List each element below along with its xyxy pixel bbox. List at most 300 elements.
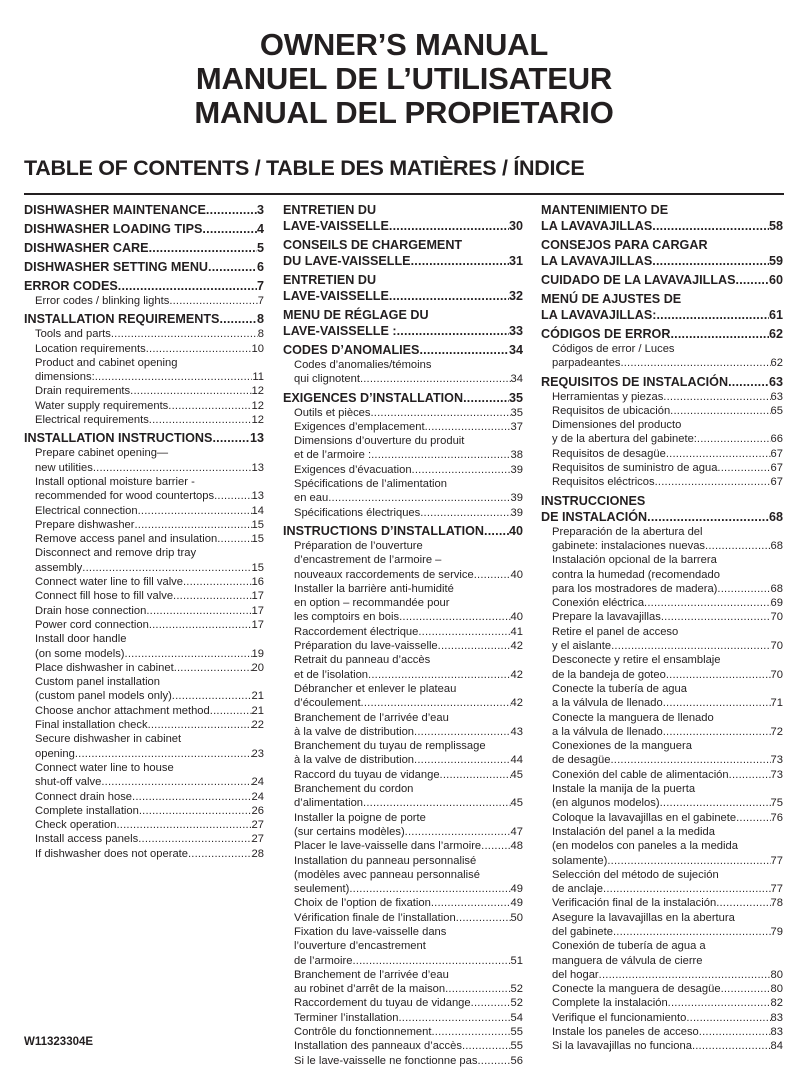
toc-subsection-entry[interactable] [541,1011,783,1025]
dot-leader [93,461,252,475]
toc-subsection-entry[interactable] [24,604,264,618]
entry-title: Selección del método de sujeción [552,868,719,881]
page-number: 80 [770,983,783,996]
toc-subsection-entry[interactable] [24,804,264,818]
toc-subsection-entry[interactable] [541,939,783,982]
page-number: 77 [770,854,783,867]
dot-leader [397,323,509,339]
page-number: 39 [510,492,523,505]
page-number: 34 [508,343,523,357]
dot-leader [370,406,510,420]
toc-subsection-entry[interactable] [283,1039,523,1053]
toc-subsection-entry[interactable] [541,739,783,768]
toc-section-entry[interactable] [541,291,783,323]
toc-subsection-entry[interactable] [541,390,783,404]
entry-title: Exigences d’évacuation [294,463,412,476]
toc-subsection-entry[interactable] [283,1011,523,1025]
toc-subsection-entry[interactable] [283,539,523,582]
dot-leader [352,954,510,968]
page-number: 75 [770,797,783,810]
toc-section-entry[interactable] [24,278,264,294]
entry-title: Códigos de error / Luces [552,343,675,355]
page-number: 38 [510,449,523,462]
entry-title: new utilities [35,461,93,474]
toc-subsection-entry[interactable] [283,911,523,925]
toc-subsection-entry[interactable] [541,525,783,554]
dot-leader [135,518,252,532]
page-number: 31 [508,254,523,268]
page-number: 5 [256,241,264,255]
entry-title: opening [35,747,75,760]
dot-leader [419,342,509,358]
dot-leader [705,539,771,553]
dot-leader [214,489,251,503]
toc-subsection-entry[interactable] [24,446,264,475]
dot-leader [82,561,251,575]
page-number: 68 [770,582,783,595]
page-number: 17 [251,604,264,617]
entry-title: Prepare dishwasher [35,518,135,531]
toc-subsection-entry[interactable] [541,625,783,654]
toc-subsection-entry[interactable] [24,618,264,632]
entry-title: de la bandeja de goteo [552,668,666,681]
entry-title: Conecte la manguera de llenado [552,711,714,724]
entry-title: Location requirements [35,342,146,355]
toc-section-entry[interactable] [541,202,783,234]
toc-subsection-entry[interactable] [283,896,523,910]
toc-subsection-entry[interactable] [541,418,783,447]
toc-subsection-entry[interactable] [24,847,264,861]
toc-subsection-entry[interactable] [24,832,264,846]
entry-title: CUIDADO DE LA LAVAVAJILLAS [541,273,736,287]
toc-section-entry[interactable] [541,493,783,525]
toc-subsection-entry[interactable] [283,768,523,782]
page-number: 13 [249,431,264,446]
entry-title: Codes d’anomalies/témoins [294,359,432,371]
toc-subsection-entry[interactable] [24,589,264,603]
entry-title: Spécifications de l’alimentation [294,478,447,491]
entry-title: à la valve de distribution [294,754,415,767]
toc-subsection-entry[interactable] [283,811,523,840]
entry-title: Débrancher et enlever le plateau [294,682,457,695]
entry-title: Prepare la lavavajillas [552,611,661,624]
toc-subsection-entry[interactable] [283,420,523,434]
page-number: 39 [510,506,523,519]
entry-title: gabinete: instalaciones nuevas [552,539,706,552]
page-number: 14 [251,504,264,517]
dot-leader [666,668,771,682]
entry-title: Coloque la lavavajillas en el gabinete [552,811,737,824]
entry-title: à la valve de distribution [294,725,415,738]
page-number: 78 [770,897,783,910]
dot-leader [599,968,771,982]
toc-subsection-entry[interactable] [541,825,783,868]
page-number: 3 [256,203,264,217]
entry-title: Raccordement électrique [294,625,419,638]
entry-title: del gabinete [552,925,613,938]
toc-subsection-entry[interactable] [541,996,783,1010]
entry-title: Installer la poigne de porte [294,811,426,824]
toc-subsection-entry[interactable] [24,632,264,661]
page-number: 39 [510,463,523,476]
toc-subsection-entry[interactable] [24,413,264,427]
toc-subsection-entry[interactable] [283,582,523,625]
entry-title: recommended for wood countertops [35,490,215,503]
toc-subsection-entry[interactable] [541,768,783,782]
dot-leader [399,610,510,624]
entry-title: CONSEILS DE CHARGEMENT [283,238,463,252]
dot-leader [138,504,252,518]
toc-subsection-entry[interactable] [541,653,783,682]
entry-title: Installation du panneau personnalisé [294,854,477,867]
page-number: 44 [510,754,523,767]
page-number: 48 [510,840,523,853]
toc-section-entry[interactable] [24,202,264,218]
toc-subsection-entry[interactable] [24,546,264,575]
dot-leader [125,647,252,661]
toc-subsection-entry[interactable] [24,761,264,790]
title-french: MANUEL DE L’UTILISATEUR [195,61,613,96]
page-number: 55 [510,1026,523,1039]
page-number: 42 [510,697,523,710]
entry-title: (on some models) [35,647,125,660]
page-number: 79 [770,925,783,938]
toc-subsection-entry[interactable] [283,996,523,1010]
entry-title: Requisitos de desagüe [552,447,666,460]
dot-leader [652,253,769,269]
toc-subsection-entry[interactable] [283,406,523,420]
entry-title: Drain hose connection [35,604,147,617]
dot-leader [138,832,251,846]
entry-title: para los mostradores de madera) [552,582,718,595]
entry-title: CÓDIGOS DE ERROR [541,327,671,341]
toc-column-english [24,202,264,861]
toc-section-entry[interactable] [24,259,264,275]
toc-subsection-entry[interactable] [541,711,783,740]
page-number: 80 [770,968,783,981]
entry-title: Connect drain hose [35,790,133,803]
toc-subsection-entry[interactable] [541,868,783,897]
dot-leader [607,854,770,868]
toc-subsection-entry[interactable] [24,356,264,385]
toc-subsection-entry[interactable] [541,447,783,461]
dot-leader [188,847,252,861]
dot-leader [670,326,769,342]
toc-subsection-entry[interactable] [283,625,523,639]
toc-subsection-entry[interactable] [24,704,264,718]
dot-leader [371,448,510,462]
dot-leader [130,384,251,398]
toc-subsection-entry[interactable] [283,358,523,387]
dot-leader [445,982,510,996]
entry-title: Choix de l’option de fixation [294,897,431,910]
toc-section-entry[interactable] [24,430,264,446]
entry-title: manguera de válvula de cierre [552,954,703,967]
entry-title: LA LAVAVAJILLAS [541,254,653,268]
entry-title: INSTRUCCIONES [541,493,646,508]
entry-title: (sur certains modèles) [294,825,405,838]
entry-title: au robinet d’arrêt de la maison [294,983,446,996]
toc-subsection-entry[interactable] [541,1025,783,1039]
page-number: 62 [770,357,783,370]
toc-section-entry[interactable] [283,202,523,234]
entry-title: Branchement de l’arrivée d’eau [294,711,449,724]
entry-title: Electrical requirements [35,414,149,427]
toc-subsection-entry[interactable] [24,718,264,732]
toc-subsection-entry[interactable] [283,506,523,520]
dot-leader [661,610,771,624]
dot-leader [655,475,771,489]
manual-titles [0,28,808,130]
page-number: 27 [251,833,264,846]
toc-subsection-entry[interactable] [283,1025,523,1039]
entry-title: Si la lavavajillas no funciona [552,1040,692,1053]
toc-subsection-entry[interactable] [283,925,523,968]
entry-title: Raccord du tuyau de vidange [294,768,440,781]
entry-title: Herramientas y piezas [552,390,664,403]
toc-subsection-entry[interactable] [541,911,783,940]
toc-section-entry[interactable] [283,237,523,269]
toc-section-entry[interactable] [283,523,523,539]
page-number: 67 [770,462,783,475]
entry-title: DISHWASHER CARE [24,241,149,255]
entry-title: d’encastrement de l’armoire – [294,554,442,567]
toc-subsection-entry[interactable] [541,982,783,996]
dot-leader [717,582,770,596]
page-number: 13 [251,490,264,503]
page-number: 23 [251,747,264,760]
dot-leader [686,1011,770,1025]
entry-title: Electrical connection [35,504,138,517]
entry-title: dimensions: [35,371,95,384]
entry-title: Exigences d’emplacement [294,420,425,433]
toc-section-entry[interactable] [541,326,783,342]
entry-title: Requisitos eléctricos [552,476,655,489]
dot-leader [652,218,769,234]
page-number: 12 [251,414,264,427]
toc-subsection-entry[interactable] [541,404,783,418]
toc-subsection-entry[interactable] [24,675,264,704]
entry-title: shut-off valve [35,776,102,789]
page-number: 70 [770,611,783,624]
entry-title: Instalación opcional de la barrera [552,554,717,567]
dot-leader [611,639,770,653]
dot-leader [481,839,510,853]
entry-title: ERROR CODES [24,279,118,293]
page-number: 66 [770,433,783,446]
dot-leader [418,625,510,639]
page-number: 8 [256,312,264,327]
entry-title: Si le lave-vaisselle ne fonctionne pas [294,1054,478,1067]
toc-subsection-entry[interactable] [24,475,264,504]
entry-title: MENU DE RÉGLAGE DU [283,308,429,322]
toc-section-entry[interactable] [24,240,264,256]
toc-subsection-entry[interactable] [24,532,264,546]
entry-title: LAVE-VAISSELLE [283,219,389,233]
toc-subsection-entry[interactable] [541,475,783,489]
dot-leader [169,294,257,308]
toc-subsection-entry[interactable] [541,1039,783,1053]
entry-title: (en algunos modelos) [552,797,660,810]
document-number: W11323304E [24,1036,94,1048]
page-number: 12 [251,385,264,398]
dot-leader [670,404,770,418]
toc-section-entry[interactable] [541,374,783,390]
page-number: 15 [251,561,264,574]
toc-section-entry[interactable] [283,390,523,406]
entry-title: (modèles avec panneau personnalisé [294,868,480,881]
toc-subsection-entry[interactable] [24,732,264,761]
page-number: 70 [770,640,783,653]
page-number: 10 [251,342,264,355]
dot-leader [360,372,511,386]
toc-column-spanish [541,202,783,1054]
entry-title: Drain requirements [35,385,131,398]
dot-leader [389,218,509,234]
entry-title: en option – recommandée pour [294,597,450,610]
toc-subsection-entry[interactable] [24,575,264,589]
entry-title: Install door handle [35,633,127,646]
toc-subsection-entry[interactable] [24,790,264,804]
toc-section-entry[interactable] [541,272,783,288]
page-number: 68 [768,509,783,524]
page-number: 21 [251,704,264,717]
toc-subsection-entry[interactable] [541,782,783,811]
dot-leader [438,639,511,653]
toc-subsection-entry[interactable] [24,504,264,518]
entry-title: Instale los paneles de acceso [552,1026,699,1039]
entry-title: les comptoirs en bois [294,611,400,624]
dot-leader [425,420,511,434]
entry-title: nouveaux raccordements de service [294,568,474,581]
entry-title: Conexión de tubería de agua a [552,940,706,953]
toc-subsection-entry[interactable] [283,854,523,897]
toc-section-entry[interactable] [283,272,523,304]
toc-subsection-entry[interactable] [24,327,264,341]
entry-title: Conecte la tubería de agua [552,682,687,695]
entry-title: Terminer l’installation [294,1011,399,1024]
page-number: 67 [770,476,783,489]
dot-leader [168,399,251,413]
toc-subsection-entry[interactable] [283,782,523,811]
entry-title: de desagüe [552,754,611,767]
toc-subsection-entry[interactable] [541,342,783,371]
entry-title: DU LAVE-VAISSELLE [283,254,411,268]
dot-leader [420,506,510,520]
page-number: 61 [768,308,783,322]
entry-title: Desconecte y retire el ensamblaje [552,654,721,667]
toc-subsection-entry[interactable] [24,384,264,398]
toc-subsection-entry[interactable] [24,661,264,675]
page-number: 55 [510,1040,523,1053]
entry-title: Installer la barrière anti-humidité [294,582,454,595]
page-number: 65 [770,404,783,417]
toc-section-entry[interactable] [24,221,264,237]
entry-title: Retrait du panneau d’accès [294,654,431,667]
toc-subsection-entry[interactable] [283,968,523,997]
toc-subsection-entry[interactable] [541,811,783,825]
entry-title: Préparation du lave-vaisselle [294,640,438,653]
page-number: 11 [252,371,264,384]
dot-leader [132,790,252,804]
entry-title: Install access panels [35,833,139,846]
dot-leader [208,259,257,275]
page-number: 15 [251,518,264,531]
entry-title: CONSEJOS PARA CARGAR [541,238,708,252]
toc-subsection-entry[interactable] [24,294,264,308]
toc-subsection-entry[interactable] [541,610,783,624]
dot-leader [610,753,770,767]
dot-leader [647,509,769,525]
entry-title: Place dishwasher in cabinet [35,661,174,674]
dot-leader [692,1039,771,1053]
entry-title: l’ouverture d’encastrement [294,940,426,953]
dot-leader [149,240,257,256]
toc-subsection-entry[interactable] [283,739,523,768]
dot-leader [736,811,770,825]
entry-title: Branchement du tuyau de remplissage [294,740,486,753]
toc-subsection-entry[interactable] [24,518,264,532]
dot-leader [603,882,771,896]
page-number: 40 [510,611,523,624]
toc-subsection-entry[interactable] [541,596,783,610]
toc-subsection-entry[interactable] [283,682,523,711]
toc-subsection-entry[interactable] [283,639,523,653]
dot-leader [405,825,511,839]
toc-section-entry[interactable] [283,342,523,358]
toc-subsection-entry[interactable] [24,818,264,832]
toc-subsection-entry[interactable] [24,342,264,356]
dot-leader [111,327,258,341]
dot-leader [361,696,511,710]
toc-section-entry[interactable] [24,311,264,327]
page-number: 7 [257,295,264,307]
toc-subsection-entry[interactable] [541,553,783,596]
entry-title: Raccordement du tuyau de vidange [294,997,471,1010]
page-number: 24 [251,790,264,803]
toc-subsection-entry[interactable] [283,711,523,740]
entry-title: Branchement du cordon [294,783,414,796]
entry-title: Complete la instalación [552,997,668,1010]
entry-title: Secure dishwasher in cabinet [35,733,182,746]
toc-subsection-entry[interactable] [283,839,523,853]
dot-leader [716,896,770,910]
entry-title: de anclaje [552,883,604,896]
toc-subsection-entry[interactable] [541,461,783,475]
dot-leader [173,589,252,603]
entry-title: CODES D’ANOMALIES [283,343,420,357]
entry-title: Installation des panneaux d’accès [294,1040,462,1053]
dot-leader [118,278,257,294]
toc-subsection-entry[interactable] [24,399,264,413]
heading-divider [24,193,784,195]
toc-section-entry[interactable] [541,237,783,269]
dot-leader [183,575,252,589]
toc-subsection-entry[interactable] [283,477,523,506]
toc-subsection-entry[interactable] [541,896,783,910]
toc-section-entry[interactable] [283,307,523,339]
toc-subsection-entry[interactable] [283,434,523,463]
page-number: 54 [510,1011,523,1024]
page-number: 63 [768,374,783,389]
toc-subsection-entry[interactable] [283,653,523,682]
toc-subsection-entry[interactable] [283,463,523,477]
entry-title: Conexión del cable de alimentación [552,768,729,781]
dot-leader [101,775,251,789]
entry-title: (custom panel models only) [35,690,172,703]
toc-subsection-entry[interactable] [541,682,783,711]
entry-title: Outils et pièces [294,406,371,419]
